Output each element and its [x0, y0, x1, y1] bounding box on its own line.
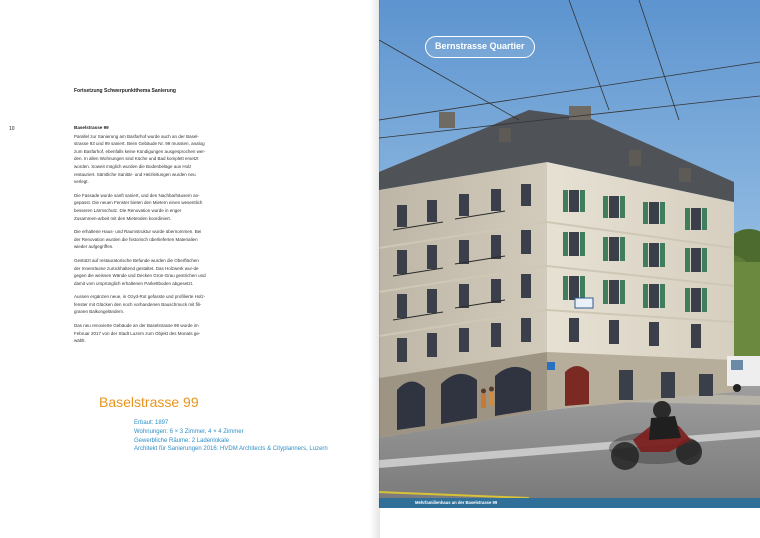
fact-architect: Architekt für Sanierungen 2016: HVDM Architects & Cityplanners, Luzern — [134, 446, 328, 453]
fact-built: Erbaut: 1897 — [134, 420, 169, 426]
article-paragraph-1: Parallel zur Sanierung am Basfarhof wurde auch an der Basel-strasse 93 und 99 saniert. Beim Gebäude Nr. 99 mussten, analog zum Basfarhof, ebenfalls keine Kündigungen ausgesprochen wer-den. In allen Wohnungen sind Küche und Bad komplett ersetzt worden. Soweit möglich wurden die Bodenbeläge aus Holz restauriert. Sämtliche Sanitär- und Heizleitungen wurden neu verlegt. — [74, 133, 206, 185]
quarter-badge: Bernstrasse Quartier — [425, 36, 535, 58]
article-paragraph-2: Die Fassade wurde sanft saniert, und den Nachbarhäusern an-gepasst. Die neuen Fenster bieten den Mietern einen wesentlich besseren Lärmschutz. Die Renovation wurde in enger Zusammen-arbeit mit den Mietenden koordiniert. — [74, 192, 203, 221]
section-heading: Fortsetzung Schwerpunktthema Sanierung — [74, 88, 176, 94]
left-page — [0, 0, 379, 538]
article-paragraph-6: Das neu renovierte Gebäude an der Baselstrasse 99 wurde im Februar 2017 von der Stadt Luzern zum Objekt des Monats ge-wählt. — [74, 323, 201, 344]
fact-commercial: Gewerbliche Räume: 2 Ladenlokale — [134, 437, 230, 444]
article-paragraph-5: Aussen ergänzen neue, in Ozyd-Rot gefasste und profilierte Holz-fenster mit Glücken den noch vorhandenen Bauschmuck mit fili-granen Balkongeländern. — [74, 294, 206, 315]
property-facts — [134, 419, 328, 454]
fact-apartments: Wohnungen: 6 × 3 Zimmer, 4 × 4 Zimmer — [134, 428, 244, 435]
photo-caption: Mehrfamilienhaus an der Baselstrasse 99 — [415, 500, 498, 505]
building-photo — [379, 0, 760, 498]
article-paragraph-3: Die erhaltene Haus- und Raumstruktur wurde übernommen. Bei der Renovation wurden die historisch überlieferten Materialien wieder aufgegriffen. — [74, 229, 202, 250]
page-number: 10 — [9, 126, 15, 132]
article-text — [74, 124, 206, 351]
article-paragraph-4: Gestützt auf restauratorische Befunde wurden die Oberflächen der Innenräume zurückhaltend gestaltet. Das Holzwerk wur-de gegen die weissen Wände und Decken Grün-Grau gestrichen und damit vom ursprünglich erhaltenen Parkettboden abgesetzt. — [74, 257, 206, 286]
page-margin — [379, 508, 760, 538]
page-gutter-shadow — [370, 0, 380, 538]
property-title: Baselstrasse 99 — [99, 394, 199, 410]
caption-bar — [379, 498, 760, 508]
right-page — [379, 0, 760, 538]
article-title: Baselstrasse 99 — [74, 125, 109, 130]
